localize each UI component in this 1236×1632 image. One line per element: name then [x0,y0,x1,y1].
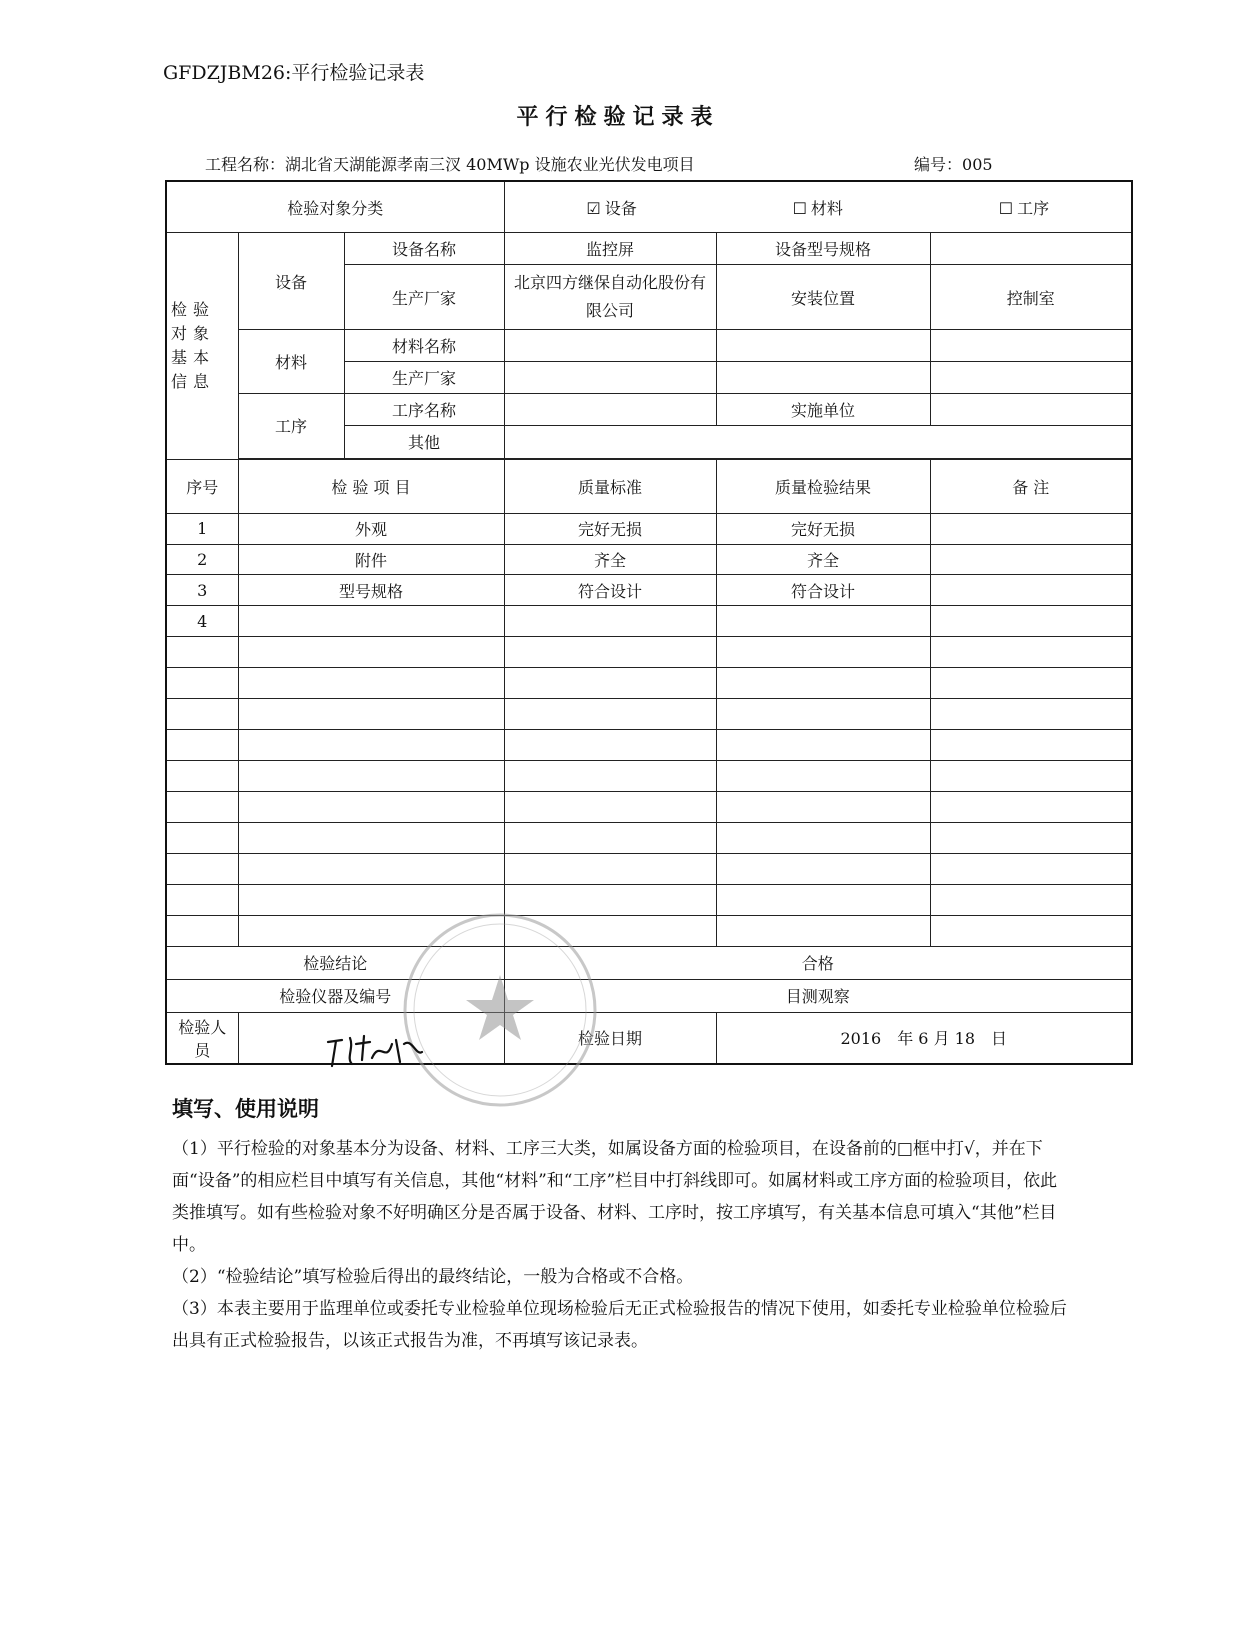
conclusion-value: 合格 [504,946,1132,979]
material-extra-cell [930,330,1132,362]
item-standard [504,884,716,915]
item-remark [930,699,1132,730]
inspector-label: 检验人员 [166,1012,238,1064]
item-result [716,730,930,761]
item-name: 外观 [238,513,504,544]
material-maker-label: 生产厂家 [344,361,504,393]
table-row [166,884,1132,915]
material-group-label: 材料 [238,330,344,394]
project-line [205,152,695,175]
option-label: 工序 [1017,198,1050,218]
equipment-group-label: 设备 [238,233,344,330]
item-remark [930,822,1132,853]
item-standard [504,699,716,730]
header-result: 质量检验结果 [716,459,930,513]
item-remark [930,575,1132,606]
item-name [238,606,504,637]
table-row [166,575,1132,606]
equipment-maker-value: 北京四方继保自动化股份有限公司 [504,265,716,330]
item-index: 3 [166,575,238,606]
item-standard [504,792,716,823]
item-standard [504,853,716,884]
item-index: 4 [166,606,238,637]
conclusion-label: 检验结论 [166,946,504,979]
table-row [166,513,1132,544]
item-index [166,884,238,915]
category-option-process[interactable] [999,196,1049,219]
inspector-signature-cell [238,1012,504,1064]
instrument-value: 目测观察 [504,979,1132,1012]
table-row [166,699,1132,730]
table-row [166,853,1132,884]
item-result [716,761,930,792]
notes-title: 填写、使用说明 [172,1097,319,1121]
item-name [238,822,504,853]
item-index [166,730,238,761]
item-name [238,730,504,761]
process-other-label: 其他 [344,425,504,458]
item-result: 符合设计 [716,575,930,606]
item-index: 2 [166,544,238,575]
item-result: 完好无损 [716,513,930,544]
material-maker-value [504,361,716,393]
project-label: 工程名称： [205,155,286,174]
items-header-row [166,459,1132,513]
item-result [716,853,930,884]
item-remark [930,730,1132,761]
item-name: 型号规格 [238,575,504,606]
material-name-row [166,330,1132,362]
item-standard [504,915,716,946]
instrument-row [166,979,1132,1012]
item-name [238,915,504,946]
checkbox-empty-icon: ☐ [998,198,1014,218]
material-name-value [504,330,716,362]
category-label: 检验对象分类 [166,181,504,233]
item-result [716,637,930,668]
item-result [716,668,930,699]
material-name-label: 材料名称 [344,330,504,362]
item-remark [930,792,1132,823]
page-title: 平行检验记录表 [516,105,720,130]
item-standard: 符合设计 [504,575,716,606]
checkbox-empty-icon: ☐ [792,198,807,218]
item-index [166,668,238,699]
equipment-model-label: 设备型号规格 [716,233,930,265]
process-name-value [504,393,716,425]
item-standard [504,606,716,637]
equipment-location-label: 安装位置 [716,265,930,330]
table-row [166,915,1132,946]
equipment-model-value [930,233,1132,265]
table-row [166,606,1132,637]
item-standard [504,637,716,668]
item-remark [930,761,1132,792]
item-standard [504,730,716,761]
process-unit-value [930,393,1132,425]
conclusion-row [166,946,1132,979]
table-row [166,822,1132,853]
process-other-value [504,425,1132,458]
header-item: 检 验 项 目 [238,459,504,513]
process-name-row [166,393,1132,425]
equipment-name-value: 监控屏 [504,233,716,265]
category-option-material[interactable] [793,196,843,219]
notes-paragraph: （2）“检验结论”填写检验后得出的最终结论，一般为合格或不合格。 [172,1267,694,1287]
checkbox-checked-icon: ☑ [586,198,601,218]
item-remark [930,853,1132,884]
item-index [166,853,238,884]
item-name: 附件 [238,544,504,575]
item-result [716,606,930,637]
date-value: 2016 年 6 月 18 日 [716,1012,1132,1064]
item-name [238,853,504,884]
process-name-label: 工序名称 [344,393,504,425]
item-remark [930,606,1132,637]
item-remark [930,884,1132,915]
item-remark [930,915,1132,946]
item-index [166,915,238,946]
instrument-label: 检验仪器及编号 [166,979,504,1012]
equipment-location-value: 控制室 [930,265,1132,330]
item-index [166,792,238,823]
item-remark [930,513,1132,544]
item-remark [930,637,1132,668]
number-line [914,152,993,175]
option-label: 设备 [604,198,637,218]
process-unit-label: 实施单位 [716,393,930,425]
item-index: 1 [166,513,238,544]
item-name [238,792,504,823]
number-value: 005 [962,155,993,174]
table-row [166,792,1132,823]
item-index [166,699,238,730]
table-row [166,761,1132,792]
notes-body [172,1133,1072,1357]
item-standard [504,668,716,699]
item-remark [930,544,1132,575]
item-result: 齐全 [716,544,930,575]
item-name [238,699,504,730]
item-name [238,884,504,915]
equipment-name-row [166,233,1132,265]
inspection-form-table [165,180,1133,1065]
item-index [166,761,238,792]
category-option-equipment[interactable] [586,196,636,219]
material-extra-cell [716,330,930,362]
notes-paragraph: （1）平行检验的对象基本分为设备、材料、工序三大类，如属设备方面的检验项目，在设备前的□框中打√，并在下面“设备”的相应栏目中填写有关信息，其他“材料”和“工序”栏目中打斜线即可。如属材料或工序方面的检验项目，依此类推填写。如有些检验对象不好明确区分是否属于设备、材料、工序时，按工序填写，有关基本信息可填入“其他”栏目中。 [172,1139,1058,1255]
item-name [238,637,504,668]
table-row [166,730,1132,761]
item-remark [930,668,1132,699]
item-result [716,915,930,946]
item-standard [504,822,716,853]
item-index [166,822,238,853]
item-name [238,761,504,792]
table-row [166,544,1132,575]
inspector-row [166,1012,1132,1064]
table-row [166,668,1132,699]
process-group-label: 工序 [238,393,344,458]
notes-paragraph: （3）本表主要用于监理单位或委托专业检验单位现场检验后无正式检验报告的情况下使用，如委托专业检验单位检验后出具有正式检验报告，以该正式报告为准，不再填写该记录表。 [172,1299,1067,1351]
item-index [166,637,238,668]
item-name [238,668,504,699]
material-extra-cell [930,361,1132,393]
category-options [504,181,1132,233]
item-result [716,699,930,730]
date-label: 检验日期 [504,1012,716,1064]
item-standard: 齐全 [504,544,716,575]
item-standard [504,761,716,792]
number-label: 编号： [914,155,963,174]
item-result [716,884,930,915]
basic-info-label: 检验对象基本信息 [166,233,238,460]
option-label: 材料 [810,198,843,218]
project-name: 湖北省天湖能源孝南三汊 40MWp 设施农业光伏发电项目 [285,155,695,174]
material-extra-cell [716,361,930,393]
equipment-name-label: 设备名称 [344,233,504,265]
item-result [716,822,930,853]
header-index: 序号 [166,459,238,513]
table-row [166,637,1132,668]
document-code: GFDZJBM26:平行检验记录表 [163,62,425,84]
equipment-maker-label: 生产厂家 [344,265,504,330]
category-row [166,181,1132,233]
header-remark: 备 注 [930,459,1132,513]
header-standard: 质量标准 [504,459,716,513]
item-standard: 完好无损 [504,513,716,544]
item-result [716,792,930,823]
